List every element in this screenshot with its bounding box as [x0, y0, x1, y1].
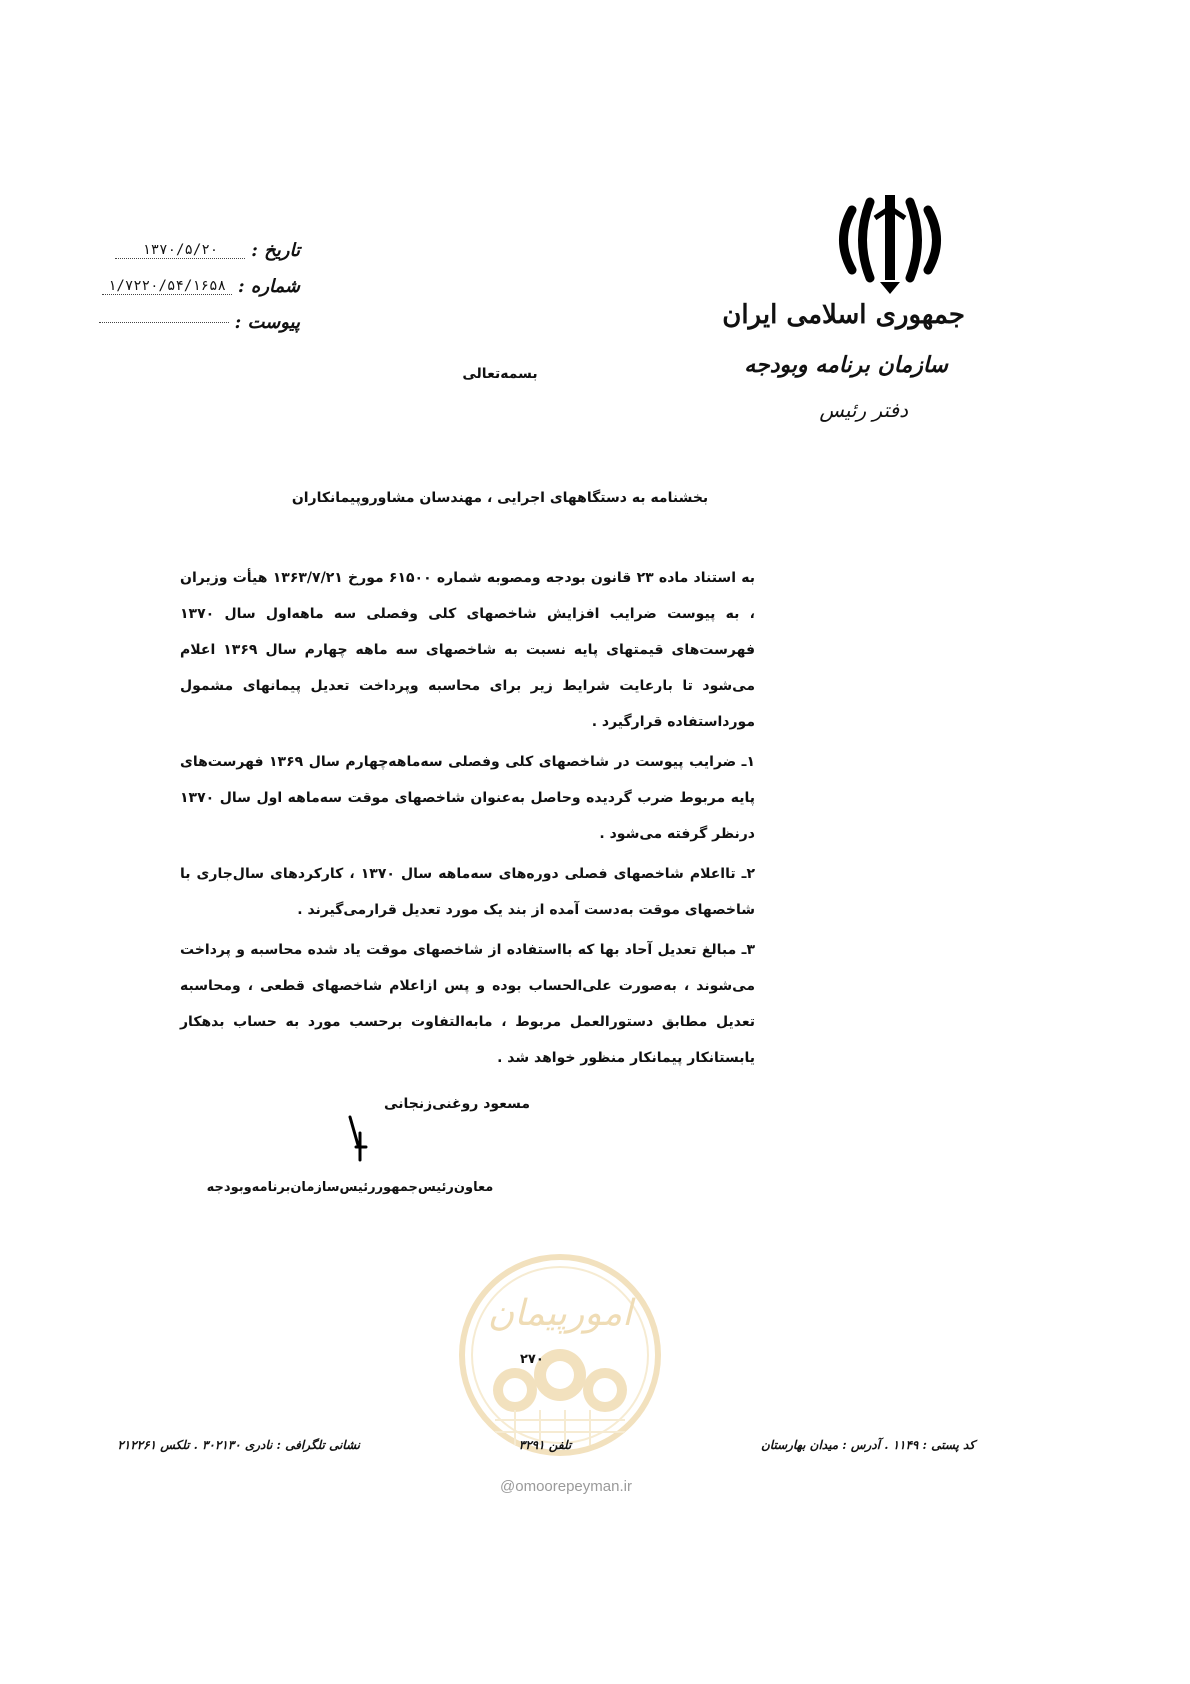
body-item-1: ۱ـ ضرایب پیوست در شاخصهای کلی وفصلی سه‌ماهه‌چهارم سال ۱۳۶۹ فهرست‌های پایه مربوط ضرب گردیده وحاصل به‌عنوان شاخصهای موقت سه‌ماهه اول سال ۱۳۷۰ درنظر گرفته می‌شود .	[180, 754, 756, 842]
date-row	[100, 232, 300, 268]
signer-title: معاون‌رئیس‌جمهوررئیس‌سازمان‌برنامه‌وبودجه	[206, 1180, 494, 1195]
body-item-3: ۳ـ مبالغ تعدیل آحاد بها که بااستفاده از شاخصهای موقت یاد شده محاسبه و پرداخت می‌شوند ، به‌صورت علی‌الحساب بوده و پس ازاعلام شاخصهای قطعی ، ومحاسبه تعدیل مطابق دستورالعمل مربوط ، مابه‌التفاوت برحسب مورد به حساب بدهکار یابستانکار پیمانکار منظور خواهد شد .	[180, 942, 755, 1066]
signer-name: مسعود روغنی‌زنجانی	[384, 1096, 530, 1112]
organization-title: سازمان برنامه وبودجه	[744, 352, 948, 378]
basmala-heading: بسمه‌تعالی	[462, 366, 538, 382]
attachment-label: پیوست :	[234, 311, 300, 333]
attachment-value	[99, 322, 229, 323]
attachment-row	[100, 304, 300, 340]
watermark-site: @omoorepeyman.ir	[500, 1478, 632, 1495]
body-intro: به استناد ماده ۲۳ قانون بودجه ومصوبه شماره ۶۱۵۰۰ مورخ ۱۳۶۳/۷/۲۱ هیأت وزیران ، به پیوست ضرایب افزایش شاخصهای کلی وفصلی سه ماهه‌اول سال ۱۳۷۰ فهرست‌های قیمتهای پایه نسبت به شاخصهای سه ماهه چهارم سال ۱۳۶۹ اعلام می‌شود تا بارعایت شرایط زیر برای محاسبه وپرداخت تعدیل پیمانهای مشمول مورداستفاده قرارگیرد .	[180, 570, 756, 730]
watermark-stamp-icon	[455, 1250, 665, 1460]
letter-body	[180, 560, 755, 1076]
number-value: ۱/۷۲۲۰/۵۴/۱۶۵۸	[102, 278, 232, 295]
watermark-text: امورپیمان	[487, 1293, 633, 1334]
handwritten-signature-icon	[330, 1115, 390, 1170]
number-label: شماره :	[237, 275, 300, 297]
date-label: تاریخ :	[251, 239, 300, 261]
footer-telegraph: نشانی تلگرافی : نادری ۳۰۲۱۳۰ . تلکس ۲۱۲۲۶۱	[117, 1438, 360, 1452]
footer-phone: تلفن ۳۲۹۱	[518, 1438, 572, 1452]
letter-meta	[100, 232, 300, 340]
date-value: ۱۳۷۰/۵/۲۰	[115, 242, 245, 259]
body-item-2: ۲ـ تااعلام شاخصهای فصلی دوره‌های سه‌ماهه سال ۱۳۷۰ ، کارکردهای سال‌جاری با شاخصهای موقت به‌دست آمده از بند یک مورد تعدیل قرارمی‌گیرند .	[180, 866, 755, 918]
letter-subject: بخشنامه به دستگاههای اجرایی ، مهندسان مشاوروپیمانکاران	[291, 490, 709, 506]
footer-address: کد پستی : ۱۱۴۹ . آدرس : میدان بهارستان	[760, 1438, 975, 1452]
iran-emblem-icon	[830, 190, 950, 300]
office-title: دفتر رئیس	[819, 398, 908, 422]
page-number: ۲۷۰	[520, 1352, 544, 1367]
government-title: جمهوری اسلامی ایران	[722, 300, 965, 330]
number-row	[100, 268, 300, 304]
